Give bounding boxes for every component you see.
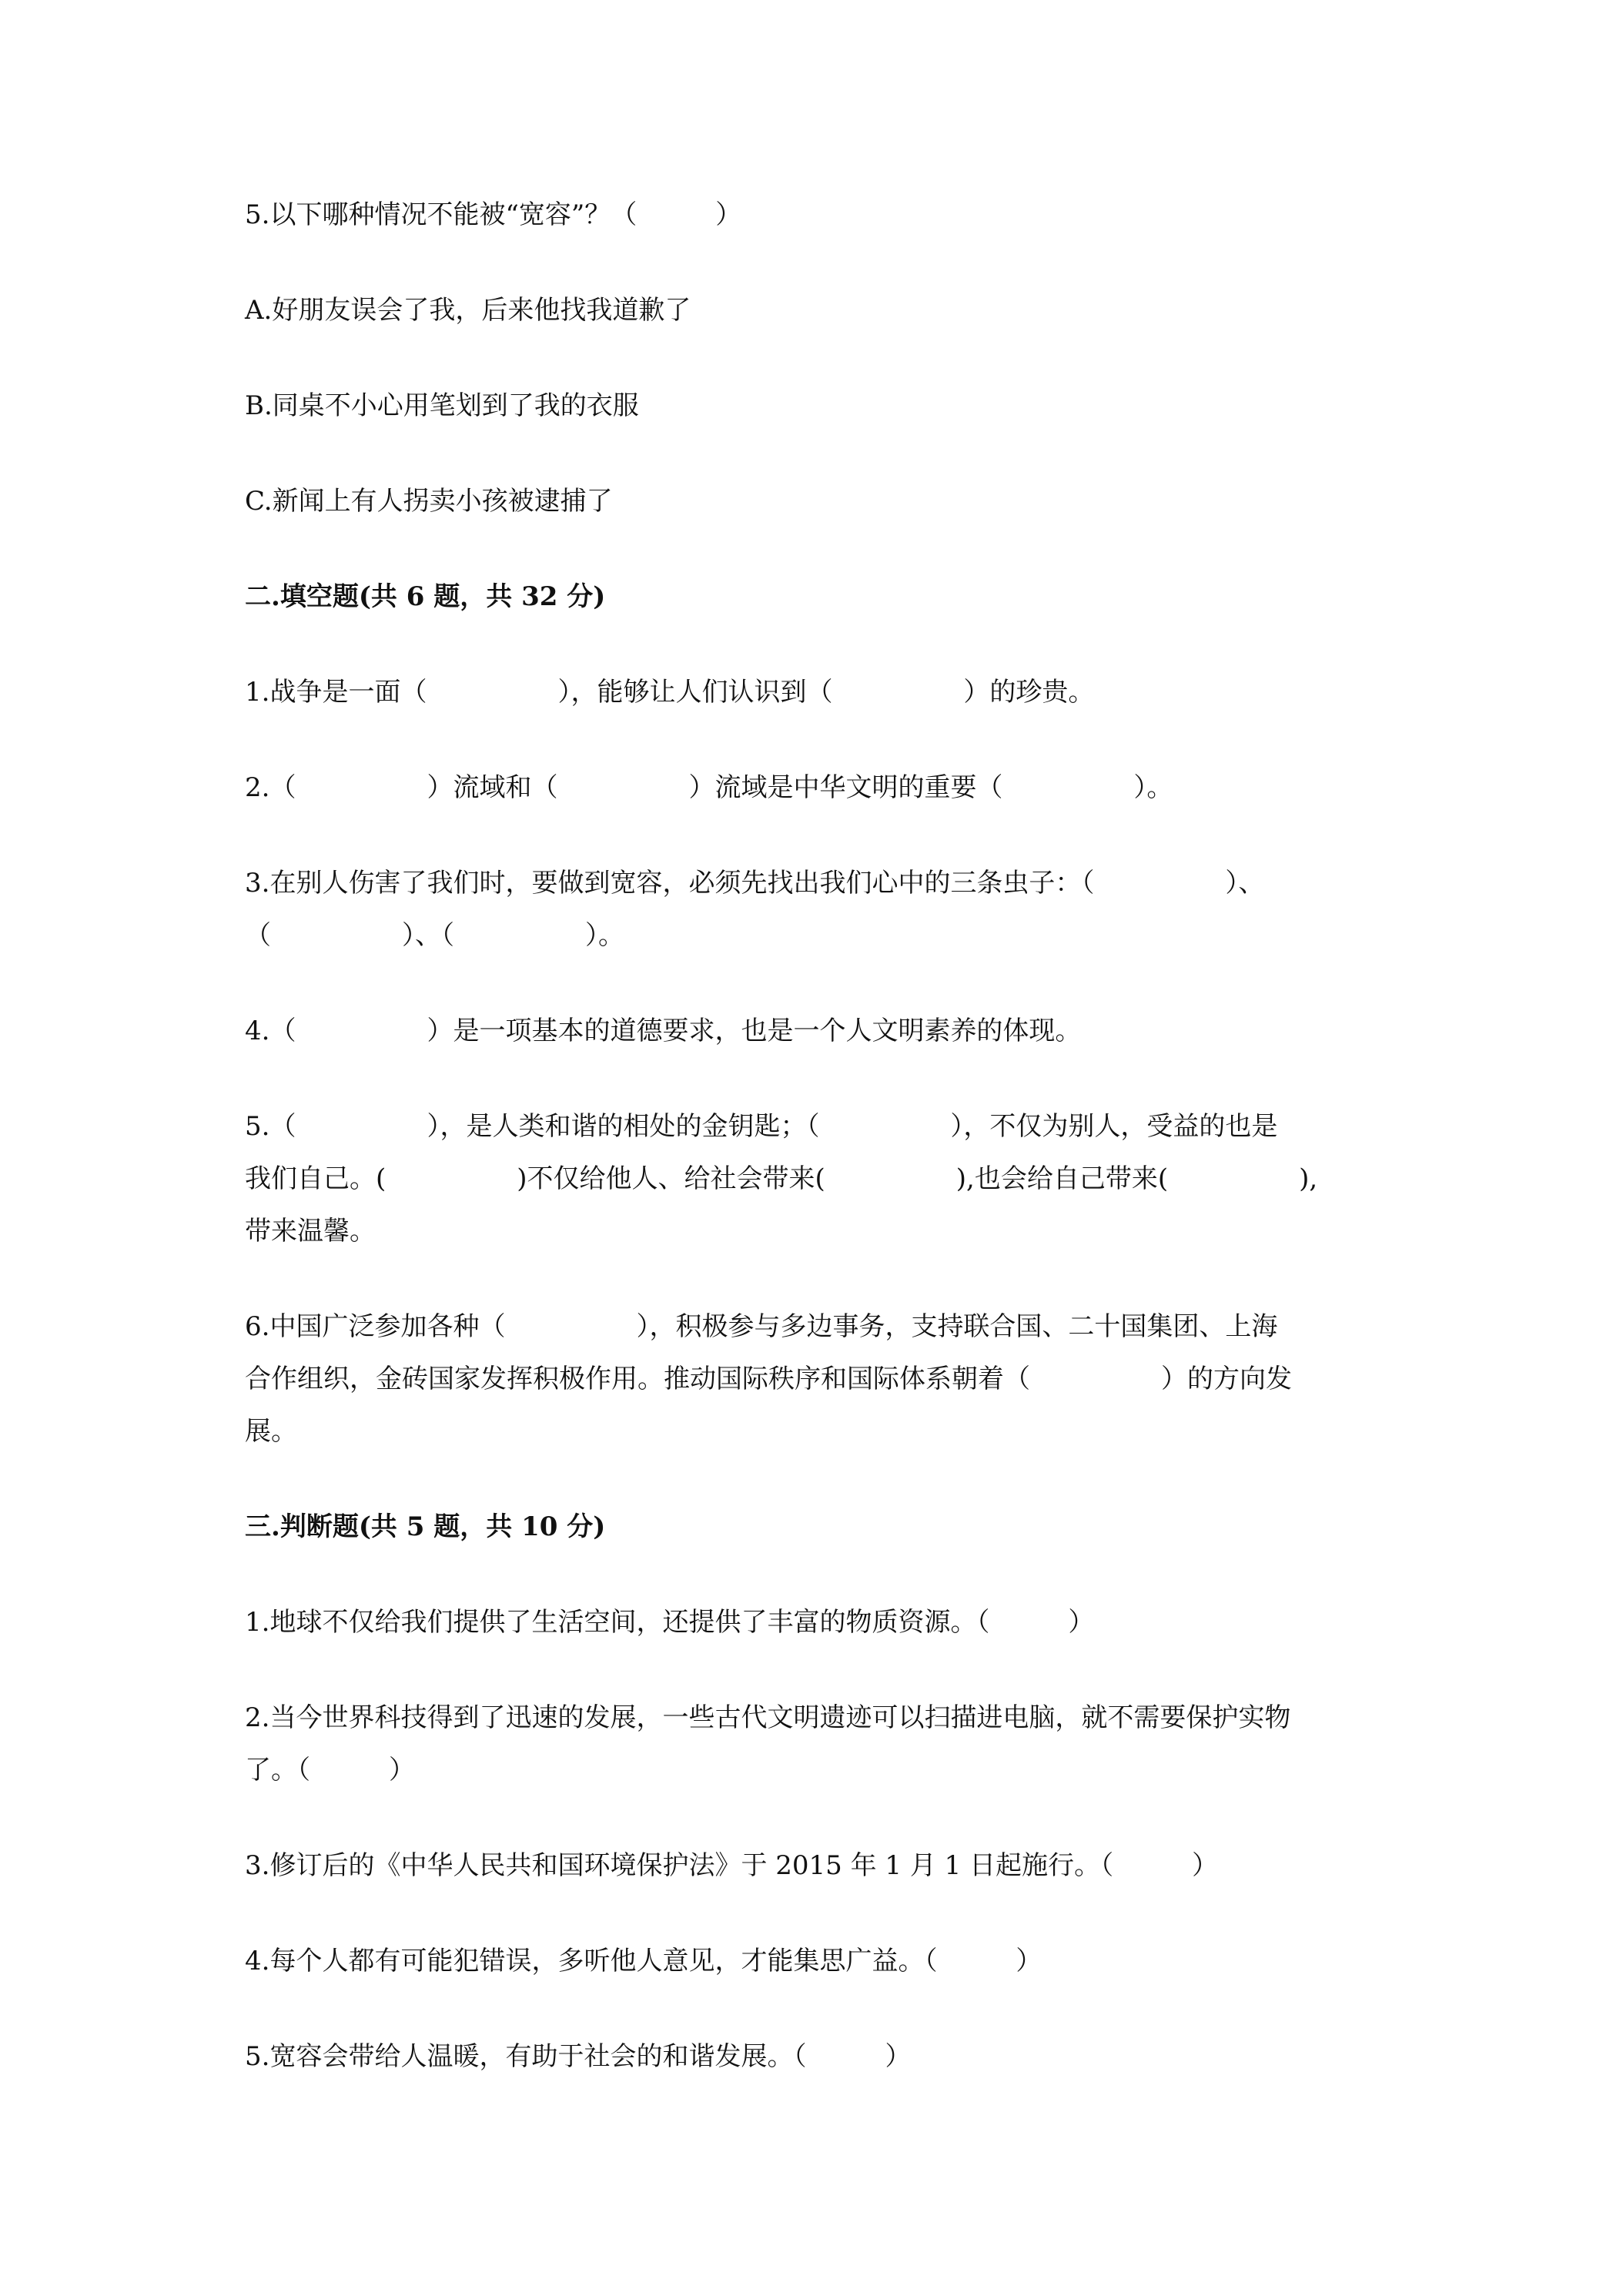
fill-question-2: 2.（ ）流域和（ ）流域是中华文明的重要（ ）。	[245, 772, 1173, 803]
fill-question-5-line-1: 5.（ ），是人类和谐的相处的金钥匙；（ ），不仅为别人，受益的也是	[245, 1111, 1278, 1142]
fill-question-6-line-3: 展。	[245, 1416, 297, 1447]
fill-question-3-line-1: 3.在别人伤害了我们时，要做到宽容，必须先找出我们心中的三条虫子：（ ）、	[245, 868, 1265, 899]
question-5-option-c: C.新闻上有人拐卖小孩被逮捕了	[245, 486, 613, 517]
question-5-stem: 5.以下哪种情况不能被“宽容”？（ ）	[245, 199, 742, 230]
judge-question-4: 4.每个人都有可能犯错误，多听他人意见，才能集思广益。（ ）	[245, 1946, 1042, 1976]
fill-question-1: 1.战争是一面（ ），能够让人们认识到（ ）的珍贵。	[245, 677, 1095, 708]
judge-question-5: 5.宽容会带给人温暖，有助于社会的和谐发展。（ ）	[245, 2041, 912, 2072]
fill-question-4: 4.（ ）是一项基本的道德要求，也是一个人文明素养的体现。	[245, 1016, 1082, 1046]
section-2-title: 二.填空题(共 6 题，共 32 分)	[245, 581, 606, 612]
fill-question-3-line-2: （ ）、（ ）。	[245, 920, 624, 951]
question-5-option-b: B.同桌不小心用笔划到了我的衣服	[245, 390, 639, 421]
judge-question-3: 3.修订后的《中华人民共和国环境保护法》于 2015 年 1 月 1 日起施行。（ ）	[245, 1850, 1219, 1881]
judge-question-2-line-1: 2.当今世界科技得到了迅速的发展，一些古代文明遗迹可以扫描进电脑，就不需要保护实物	[245, 1702, 1291, 1733]
question-5-option-a: A.好朋友误会了我，后来他找我道歉了	[245, 295, 691, 326]
judge-question-1: 1.地球不仅给我们提供了生活空间，还提供了丰富的物质资源。（ ）	[245, 1607, 1095, 1638]
fill-question-6-line-1: 6.中国广泛参加各种（ ），积极参与多边事务，支持联合国、二十国集团、上海	[245, 1311, 1278, 1342]
fill-question-6-line-2: 合作组织，金砖国家发挥积极作用。推动国际秩序和国际体系朝着（ ）的方向发	[245, 1364, 1292, 1394]
fill-question-5-line-2: 我们自己。( )不仅给他人、给社会带来( ),也会给自己带来( ),	[245, 1163, 1318, 1194]
fill-question-5-line-3: 带来温馨。	[245, 1216, 376, 1247]
section-3-title: 三.判断题(共 5 题，共 10 分)	[245, 1511, 606, 1542]
judge-question-2-line-2: 了。（ ）	[245, 1755, 415, 1786]
